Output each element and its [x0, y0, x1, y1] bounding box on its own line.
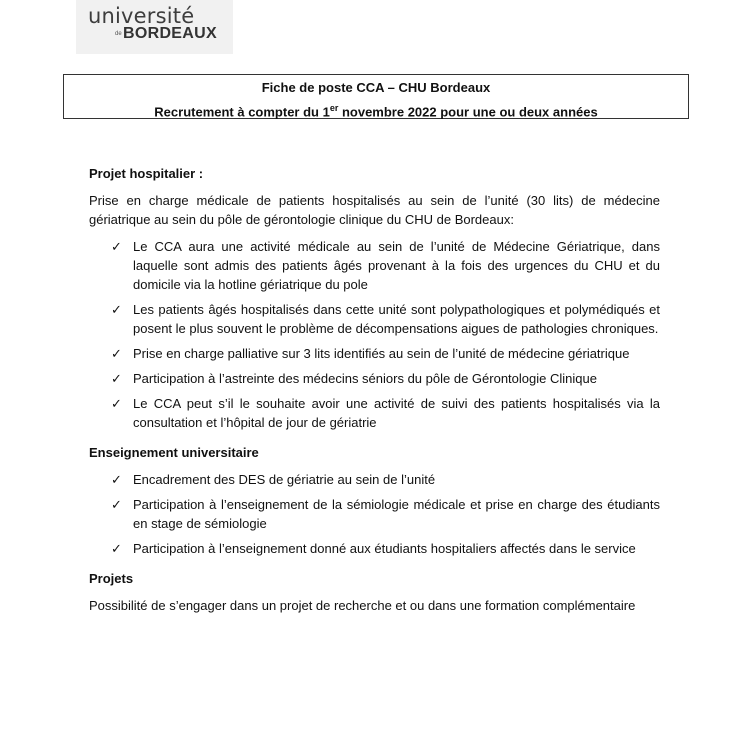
- header-title: Fiche de poste CCA – CHU Bordeaux: [261, 80, 491, 95]
- projet-hospitalier-intro: Prise en charge médicale de patients hospitalisés au sein de l’unité (30 lits) de médecine gériatrique au sein du pôle de gérontologie clinique du CHU de Bordeaux:: [89, 193, 660, 227]
- logo-line1: université: [88, 4, 195, 28]
- check-icon: ✓: [111, 239, 122, 254]
- logo-de: de: [115, 31, 122, 37]
- projets-text: Possibilité de s’engager dans un projet de recherche et ou dans une formation complémentaire: [89, 598, 636, 613]
- list-item: ✓ Le CCA peut s’il le souhaite avoir une activité de suivi des patients hospitalisés via la consultation et l’hôpital de jour de gériatrie: [111, 396, 660, 430]
- list-item: ✓ Prise en charge palliative sur 3 lits identifiés au sein de l’unité de médecine gériatrique: [111, 346, 630, 361]
- section-title-projet-hospitalier: Projet hospitalier :: [89, 166, 204, 181]
- enseignement-list: [89, 470, 660, 558]
- document-header: [63, 74, 689, 119]
- list-item: ✓ Participation à l’astreinte des médecins séniors du pôle de Gérontologie Clinique: [111, 371, 597, 386]
- check-icon: ✓: [111, 371, 122, 386]
- document-body: [89, 164, 660, 623]
- section-title-projets: Projets: [89, 571, 134, 586]
- check-icon: ✓: [111, 396, 122, 411]
- header-subtitle: Recrutement à compter du 1er novembre 2022 pour une ou deux années: [154, 103, 598, 120]
- projet-hospitalier-list: [89, 237, 660, 432]
- list-item: ✓ Participation à l’enseignement de la sémiologie médicale et prise en charge des étudiants en stage de sémiologie: [111, 497, 660, 531]
- check-icon: ✓: [111, 541, 122, 556]
- list-item: ✓ Participation à l’enseignement donné aux étudiants hospitaliers affectés dans le service: [111, 541, 636, 556]
- check-icon: ✓: [111, 472, 122, 487]
- list-item: ✓ Encadrement des DES de gériatrie au sein de l’unité: [111, 472, 436, 487]
- list-item: ✓ Les patients âgés hospitalisés dans cette unité sont polypathologiques et polymédiqués et posent le plus souvent le problème de décompensations aigues de pathologies chroniques.: [111, 302, 660, 336]
- check-icon: ✓: [111, 497, 122, 512]
- check-icon: ✓: [111, 346, 122, 361]
- section-title-enseignement: Enseignement universitaire: [89, 445, 259, 460]
- check-icon: ✓: [111, 302, 122, 317]
- university-logo: [76, 0, 233, 54]
- list-item: ✓ Le CCA aura une activité médicale au sein de l’unité de Médecine Gériatrique, dans laquelle sont admis des patients âgés provenant à la fois des urgences du CHU et du domicile via la hotline gériatrique du pole: [111, 239, 660, 292]
- logo-line2: BORDEAUX: [123, 25, 217, 42]
